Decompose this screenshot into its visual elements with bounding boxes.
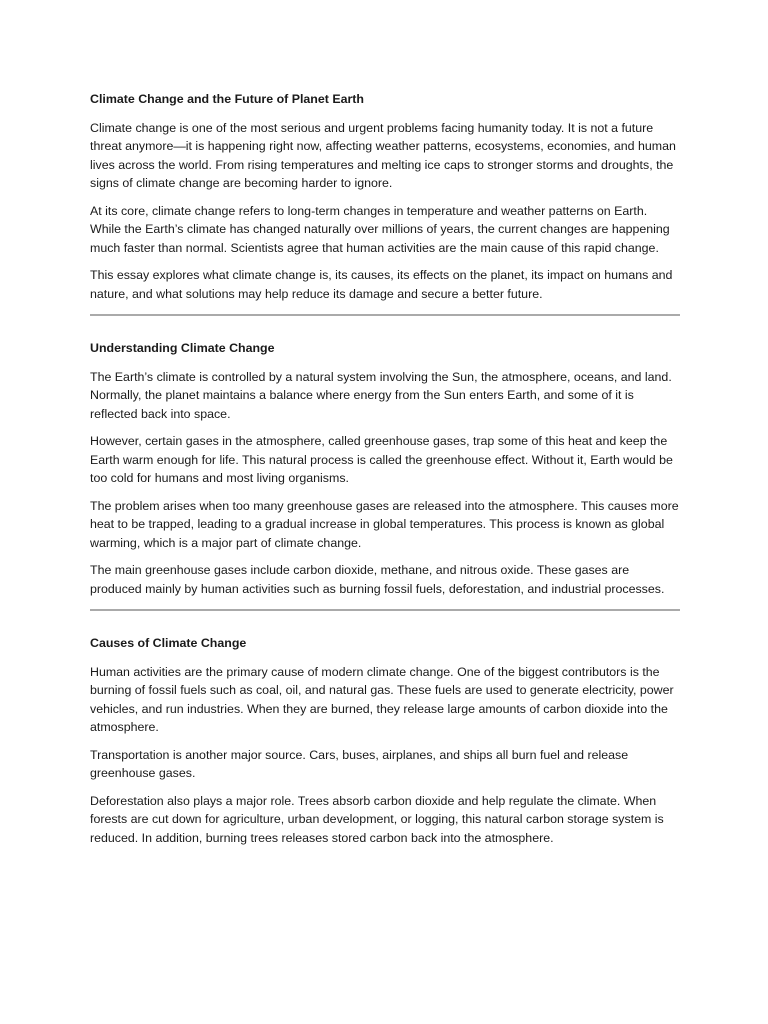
section-divider bbox=[90, 314, 680, 316]
section-divider bbox=[90, 609, 680, 611]
paragraph: However, certain gases in the atmosphere, called greenhouse gases, trap some of this heat and keep the Earth warm enough for life. This natural process is called the greenhouse effect. Without it, Earth would be too cold for humans and most living organisms. bbox=[90, 434, 673, 485]
section-intro bbox=[90, 90, 680, 303]
document-page bbox=[90, 90, 680, 856]
section-heading: Understanding Climate Change bbox=[90, 341, 275, 355]
paragraph: This essay explores what climate change is, its causes, its effects on the planet, its impact on humans and nature, and what solutions may help reduce its damage and secure a better future. bbox=[90, 268, 673, 301]
paragraph: The Earth’s climate is controlled by a natural system involving the Sun, the atmosphere, oceans, and land. Normally, the planet maintains a balance where energy from the Sun enters Earth, and some of it is reflected back into space. bbox=[90, 369, 672, 421]
paragraph: Climate change is one of the most serious and urgent problems facing humanity today. It is not a future threat anymore—it is happening right now, affecting weather patterns, ecosystems, economies, and human lives across the world. From rising temperatures and melting ice caps to stronger storms and droughts, the signs of climate change are becoming harder to ignore. bbox=[90, 120, 676, 190]
paragraph: Deforestation also plays a major role. Trees absorb carbon dioxide and help regulate the climate. When forests are cut down for agriculture, urban development, or logging, this natural carbon storage system is reduced. In addition, burning trees releases stored carbon back into the atmosphere. bbox=[90, 793, 664, 845]
paragraph: The main greenhouse gases include carbon dioxide, methane, and nitrous oxide. These gases are produced mainly by human activities such as burning fossil fuels, deforestation, and industrial processes. bbox=[90, 563, 665, 596]
section-heading: Causes of Climate Change bbox=[90, 636, 247, 650]
paragraph: At its core, climate change refers to long-term changes in temperature and weather patterns on Earth. While the Earth’s climate has changed naturally over millions of years, the current changes are happening much faster than normal. Scientists agree that human activities are the main cause of this rapid change. bbox=[90, 203, 670, 255]
paragraph: Transportation is another major source. Cars, buses, airplanes, and ships all burn fuel and release greenhouse gases. bbox=[90, 747, 629, 780]
section-heading: Climate Change and the Future of Planet Earth bbox=[90, 92, 365, 106]
section-understanding bbox=[90, 339, 680, 598]
paragraph: Human activities are the primary cause of modern climate change. One of the biggest contributors is the burning of fossil fuels such as coal, oil, and natural gas. These fuels are used to generate electricity, power vehicles, and run industries. When they are burned, they release large amounts of carbon dioxide into the atmosphere. bbox=[90, 664, 674, 734]
section-causes bbox=[90, 634, 680, 847]
paragraph: The problem arises when too many greenhouse gases are released into the atmosphere. This causes more heat to be trapped, leading to a gradual increase in global temperatures. This process is known as global warming, which is a major part of climate change. bbox=[90, 498, 679, 550]
